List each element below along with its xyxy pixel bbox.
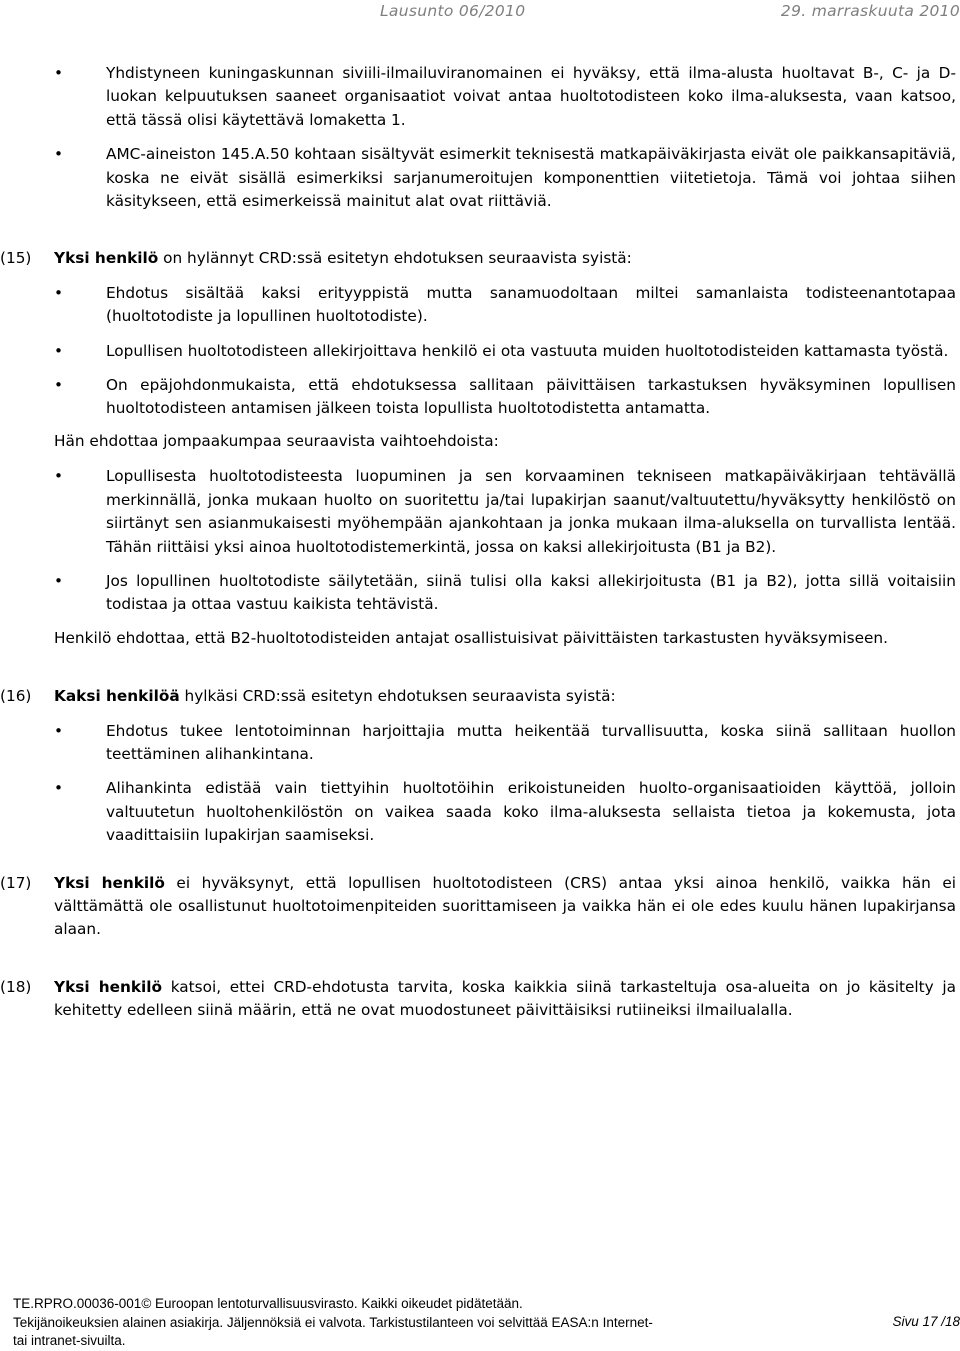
list-item: • Alihankinta edistää vain tiettyihin huoltotöihin erikoistuneiden huolto-organisaatioiden käyttöä, jolloin valtuutetun huoltohenkilöstön on vaikea saada koko ilma-aluksesta sellaista tietoa ja kokemusta, jota vaadittaisiin lupakirjan saamiseksi.	[54, 779, 956, 845]
bullet-list	[0, 62, 960, 213]
commenter: Yksi henkilö	[54, 873, 165, 892]
closing-paragraph: Henkilö ehdottaa, että B2-huoltotodisteiden antajat osallistuisivat päivittäisten tarkastusten hyväksymiseen.	[54, 628, 888, 647]
bullet-icon: •	[54, 145, 64, 164]
section-number: (16)	[0, 687, 32, 706]
page-number: Sivu 17 /18	[892, 1314, 960, 1329]
document-body	[0, 62, 960, 1023]
bullet-icon: •	[54, 721, 64, 740]
section-15: (15) Yksi henkilö on hylännyt CRD:ssä esitetyn ehdotuksen seuraavista syistä:	[0, 247, 960, 270]
bullet-list	[0, 282, 960, 421]
list-item: • Jos lopullinen huoltotodiste säilytetään, siinä tulisi olla kaksi allekirjoitusta (B1 ja B2), jotta sillä voitaisiin todistaa ja ottaa vastuu kaikista tehtävistä.	[54, 571, 956, 614]
bullet-icon: •	[54, 283, 64, 302]
document-date: 29. marraskuuta 2010	[780, 2, 960, 20]
disclaimer-line: Tekijänoikeuksien alainen asiakirja. Jäljennöksiä ei valvota. Tarkistustilanteen voi selvittää EASA:n Internet-	[13, 1314, 653, 1330]
commenter: Yksi henkilö	[54, 249, 159, 268]
bullet-icon: •	[54, 341, 64, 360]
list-item: • Lopullisen huoltotodisteen allekirjoittava henkilö ei ota vastuuta muiden huoltotodisteiden kattamasta työstä.	[0, 340, 960, 363]
alternatives-intro: Hän ehdottaa jompaakumpaa seuraavista vaihtoehdoista:	[54, 431, 499, 450]
list-item: • Lopullisesta huoltotodisteesta luopuminen ja sen korvaaminen tekniseen matkapäiväkirjaan tehtävällä merkinnällä, jonka mukaan huolto on suoritettu ja/tai lupakirjan saanut/valtuutettu/hyväksytty henkilöstö on siirtänyt sen asianmukaisesti myöhempään ajankohtaan ja jonka mukaan ilma-aluksella on turvallista lentää. Tähän riittäisi yksi ainoa huoltotodistemerkintä, jossa on kaksi allekirjoitusta (B1 ja B2).	[54, 467, 956, 556]
list-item: • Ehdotus tukee lentotoiminnan harjoittajia mutta heikentää turvallisuutta, koska siinä sallitaan huollon teettäminen alihankintana.	[54, 721, 956, 763]
section-17: (17) Yksi henkilö ei hyväksynyt, että lopullisen huoltotodisteen (CRS) antaa yksi ainoa henkilö, vaikka hän ei välttämättä ole osallistunut huoltotoimenpiteiden suorittamiseen ja vaikka hän ei ole edes kuulu hänen lupakirjansa alaan.	[0, 873, 956, 939]
copyright-line: TE.RPRO.00036-001© Euroopan lentoturvallisuusvirasto. Kaikki oikeudet pidätetään.	[13, 1296, 523, 1311]
list-item: • Ehdotus sisältää kaksi erityyppistä mutta sanamuodoltaan miltei samanlaista todisteenantotapaa (huoltotodiste ja lopullinen huoltotodiste).	[54, 283, 956, 326]
bullet-icon: •	[54, 779, 64, 798]
bullet-list	[0, 465, 960, 616]
section-number: (17)	[0, 873, 32, 892]
bullet-icon: •	[54, 64, 64, 82]
list-item: • AMC-aineiston 145.A.50 kohtaan sisältyvät esimerkit teknisestä matkapäiväkirjasta eivät ole paikkansapitäviä, koska ne eivät sisällä esimerkiksi sarjanumeroitujen komponenttien viitetietoja. Tämä voi johtaa siihen käsitykseen, että esimerkeissä mainitut alat ovat riittäviä.	[54, 145, 956, 211]
bullet-list	[0, 720, 960, 848]
section-16: (16) Kaksi henkilöä hylkäsi CRD:ssä esitetyn ehdotuksen seuraavista syistä:	[0, 685, 960, 708]
document-title: Lausunto 06/2010	[380, 2, 526, 20]
list-item: • Yhdistyneen kuningaskunnan siviili-ilmailuviranomainen ei hyväksy, että ilma-alusta huoltavat B-, C- ja D-luokan kelpuutuksen saaneet organisaatiot voivat antaa huoltotodisteen koko ilma-aluksesta, vaan katsoo, että tässä olisi käytettävä lomaketta 1.	[54, 64, 956, 129]
section-number: (18)	[0, 977, 32, 996]
page-header	[0, 0, 960, 26]
bullet-icon: •	[54, 571, 64, 590]
section-number: (15)	[0, 249, 32, 268]
commenter: Yksi henkilö	[54, 977, 163, 996]
page-footer	[13, 1295, 960, 1351]
bullet-icon: •	[54, 376, 64, 395]
commenter: Kaksi henkilöä	[54, 687, 180, 706]
list-item: • On epäjohdonmukaista, että ehdotuksessa sallitaan päivittäisen tarkastuksen hyväksyminen lopullisen huoltotodisteen antamisen jälkeen toista lopullista huoltotodistetta antamatta.	[54, 376, 956, 418]
disclaimer-line-2: tai intranet-sivuilta.	[13, 1333, 126, 1348]
bullet-icon: •	[54, 467, 64, 486]
section-18: (18) Yksi henkilö katsoi, ettei CRD-ehdotusta tarvita, koska kaikkia siinä tarkasteltuja osa-alueita on jo käsitelty ja kehitetty edelleen siinä määrin, että ne ovat muodostuneet päivittäisiksi rutiineiksi ilmailualalla.	[0, 977, 957, 1020]
